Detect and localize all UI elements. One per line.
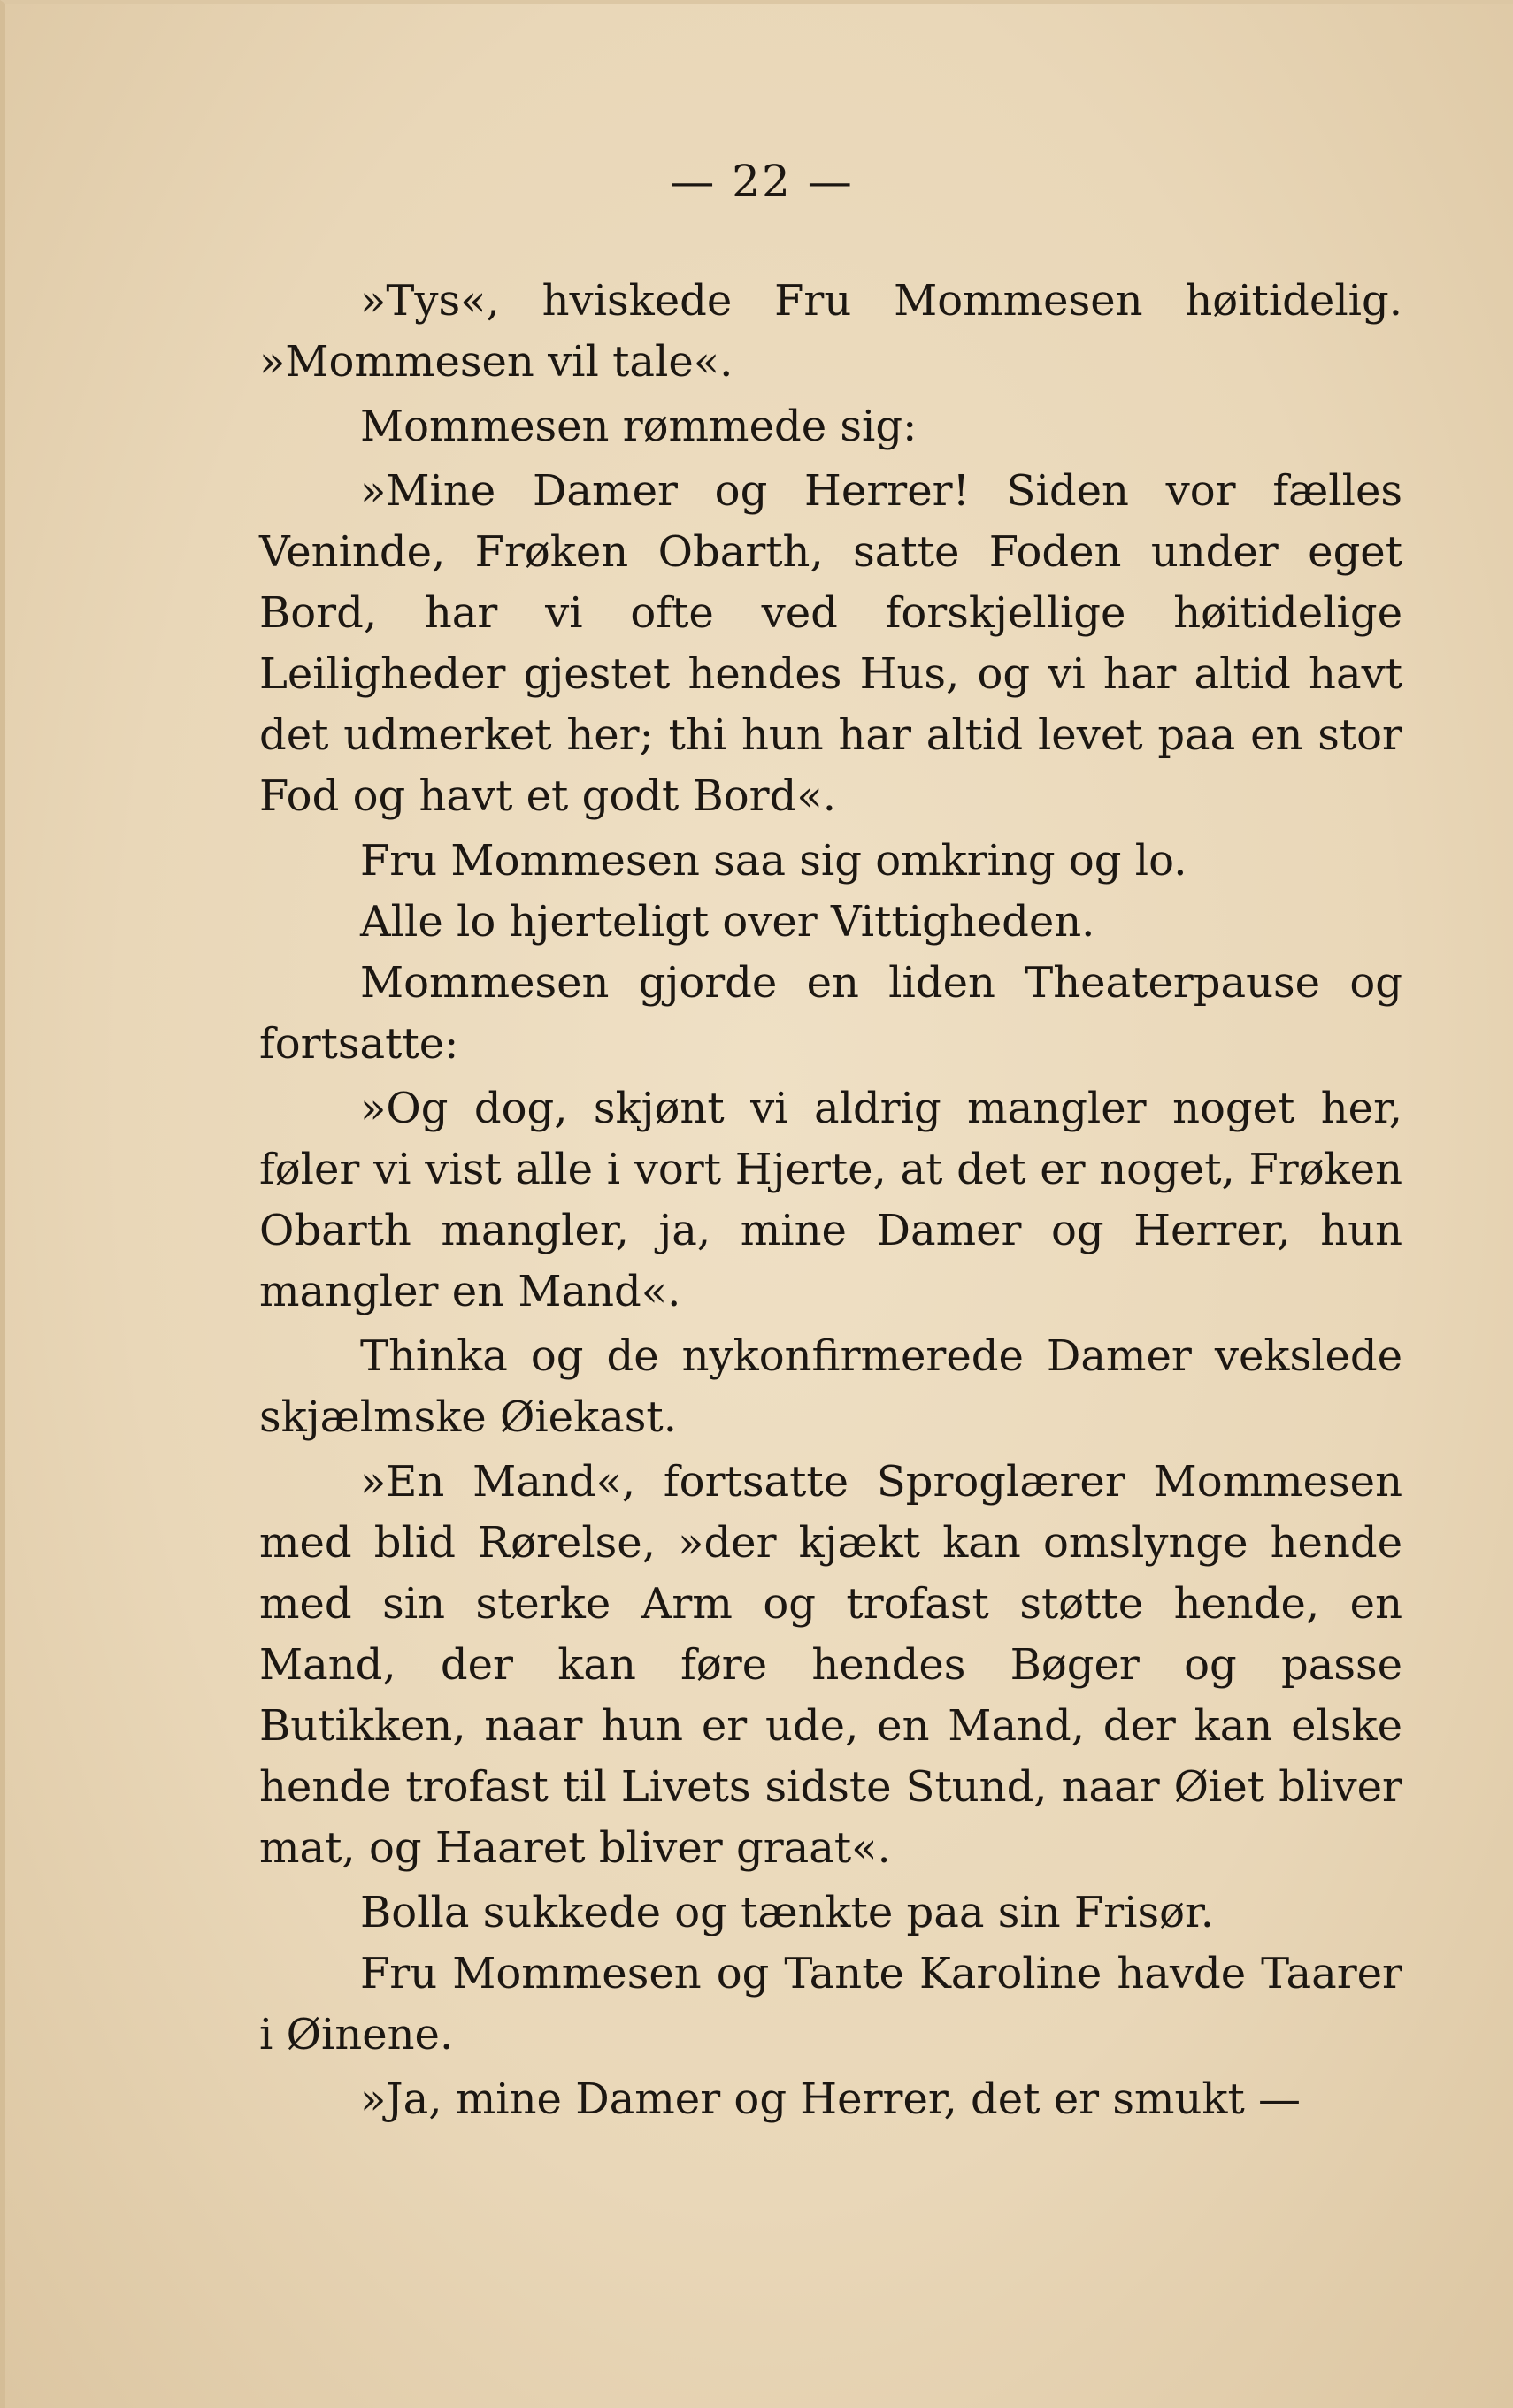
paragraph: Bolla sukkede og tænkte paa sin Frisør.: [360, 1888, 1214, 1937]
paragraph: Mommesen rømmede sig:: [360, 402, 918, 451]
paragraph: Fru Mommesen saa sig omkring og lo.: [360, 836, 1187, 886]
page-number: — 22 —: [670, 156, 854, 207]
paragraph: Alle lo hjerteligt over Vittigheden.: [360, 897, 1095, 947]
paragraph: »Mine Damer og Herrer! Siden vor fælles Veninde, Frøken Obarth, satte Foden under eget Bord, har vi ofte ved forskjellige høitidelige Leiligheder gjestet hendes Hus, og vi har altid havt det udmerket her; thi hun har altid levet paa en stor Fod og havt et godt Bord«.: [259, 466, 1402, 821]
paragraph: Thinka og de nykonfirmerede Damer vekslede skjælmske Øiekast.: [259, 1331, 1402, 1442]
paragraph: Mommesen gjorde en liden Theaterpause og fortsatte:: [259, 958, 1402, 1069]
body-text: [259, 271, 1402, 2130]
paragraph: »En Mand«, fortsatte Sproglærer Mommesen med blid Rørelse, »der kjækt kan omslynge hende med sin sterke Arm og trofast støtte hende, en Mand, der kan føre hendes Bøger og passe Butikken, naar hun er ude, en Mand, der kan elske hende trofast til Livets sidste Stund, naar Øiet bliver mat, og Haaret bliver graat«.: [259, 1457, 1402, 1873]
paragraph: Fru Mommesen og Tante Karoline havde Taarer i Øinene.: [259, 1949, 1402, 2059]
paragraph: »Tys«, hviskede Fru Mommesen høitidelig. »Mommesen vil tale«.: [259, 276, 1402, 387]
paragraph: »Og dog, skjønt vi aldrig mangler noget her, føler vi vist alle i vort Hjerte, at det er noget, Frøken Obarth mangler, ja, mine Damer og Herrer, hun mangler en Mand«.: [259, 1084, 1402, 1316]
paragraph: »Ja, mine Damer og Herrer, det er smukt —: [360, 2074, 1302, 2124]
